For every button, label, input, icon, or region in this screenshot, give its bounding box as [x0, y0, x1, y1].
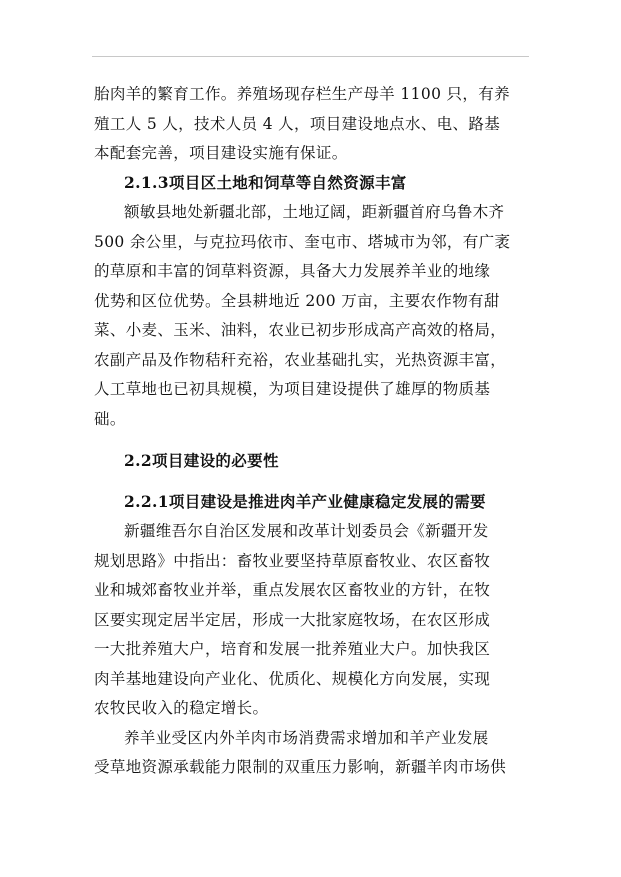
paragraph-line: 人工草地也已初具规模，为项目建设提供了雄厚的物质基	[94, 380, 491, 398]
section-heading-2-2: 2.2项目建设的必要性	[124, 451, 279, 470]
paragraph-line: 一大批养殖大户，培育和发展一批养殖业大户。加快我区	[94, 640, 491, 658]
section-heading-2-1-3: 2.1.3项目区土地和饲草等自然资源丰富	[124, 173, 407, 192]
paragraph-line: 本配套完善，项目建设实施有保证。	[94, 144, 348, 162]
paragraph-line: 殖工人 5 人，技术人员 4 人，项目建设地点水、电、路基	[94, 115, 501, 133]
paragraph-line: 肉羊基地建设向产业化、优质化、规模化方向发展，实现	[94, 670, 491, 688]
paragraph-line: 区要实现定居半定居，形成一大批家庭牧场，在农区形成	[94, 611, 491, 629]
paragraph-line: 500 余公里，与克拉玛依市、奎屯市、塔城市为邻，有广袤	[94, 233, 511, 251]
paragraph-line: 的草原和丰富的饲草料资源，具备大力发展养羊业的地缘	[94, 262, 491, 280]
paragraph-line: 优势和区位优势。全县耕地近 200 万亩，主要农作物有甜	[94, 292, 500, 310]
section-heading-2-2-1: 2.2.1项目建设是推进肉羊产业健康稳定发展的需要	[124, 492, 486, 511]
paragraph-line: 额敏县地处新疆北部，土地辽阔，距新疆首府乌鲁木齐	[124, 203, 505, 221]
paragraph-line: 受草地资源承载能力限制的双重压力影响，新疆羊肉市场供	[94, 758, 507, 776]
paragraph-line: 新疆维吾尔自治区发展和改革计划委员会《新疆开发	[124, 522, 489, 540]
paragraph-line: 础。	[94, 410, 126, 428]
paragraph-line: 业和城郊畜牧业并举，重点发展农区畜牧业的方针，在牧	[94, 581, 491, 599]
header-rule	[92, 56, 529, 57]
paragraph-line: 规划思路》中指出：畜牧业要坚持草原畜牧业、农区畜牧	[94, 552, 491, 570]
paragraph-line: 农副产品及作物秸秆充裕，农业基础扎实，光热资源丰富，	[94, 351, 507, 369]
paragraph-line: 养羊业受区内外羊肉市场消费需求增加和羊产业发展	[124, 729, 489, 747]
paragraph-line: 胎肉羊的繁育工作。养殖场现存栏生产母羊 1100 只，有养	[94, 85, 510, 103]
paragraph-line: 菜、小麦、玉米、油料，农业已初步形成高产高效的格局，	[94, 321, 507, 339]
paragraph-line: 农牧民收入的稳定增长。	[94, 699, 269, 717]
